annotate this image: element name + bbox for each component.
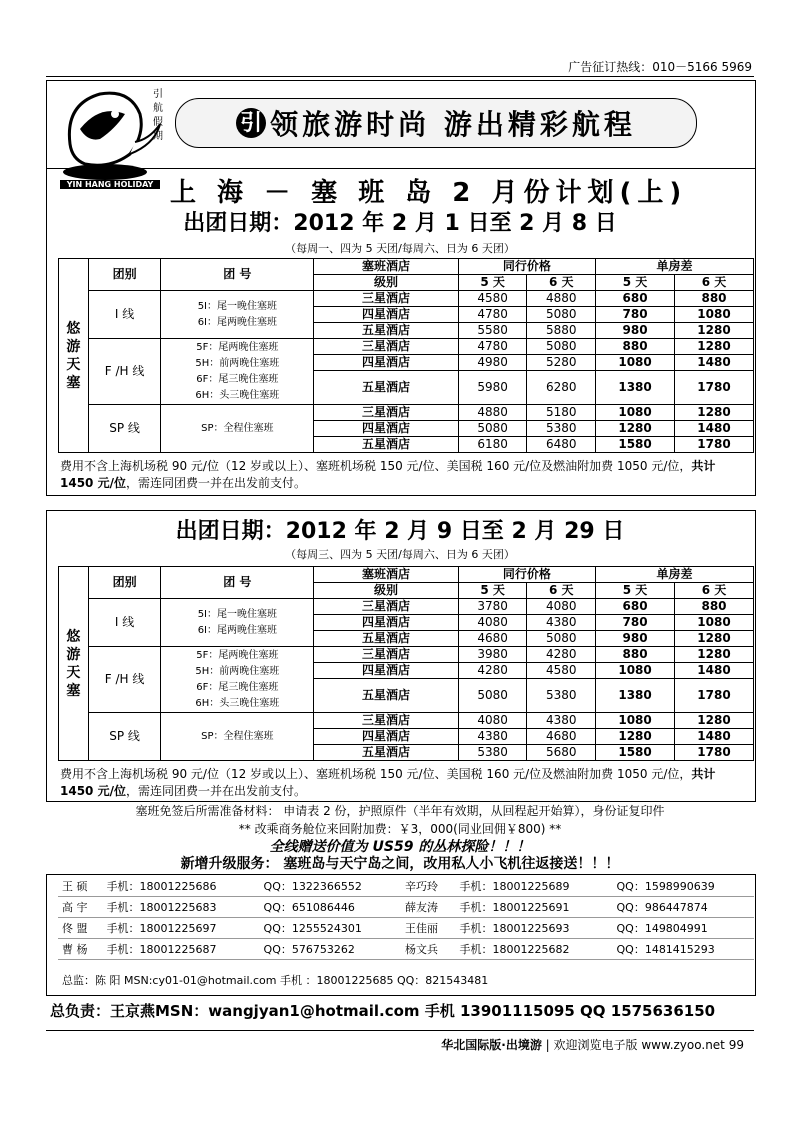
- price-6d: 4380: [527, 713, 596, 729]
- tour-codes: [161, 291, 314, 339]
- contact-name: 王 硕: [58, 876, 103, 897]
- header-tour: 团 号: [161, 567, 314, 599]
- contact-qq: QQ：576753262: [260, 939, 401, 960]
- price-6d: 5080: [527, 307, 596, 323]
- group-name: SP 线: [88, 405, 161, 453]
- tour-code: 5H：前两晚住塞班: [195, 665, 280, 677]
- section1-schedule: （每周一、四为 5 天团/每周六、日为 6 天团）: [285, 242, 515, 255]
- slogan-banner: [175, 98, 697, 148]
- tour-code: 6F：尾三晚住塞班: [196, 681, 279, 693]
- hotel-level: 三星酒店: [314, 405, 459, 421]
- hotel-level: 三星酒店: [314, 339, 459, 355]
- header-level: 级别: [314, 275, 459, 291]
- single-diff-5d: 880: [596, 339, 675, 355]
- header-level: 级别: [314, 583, 459, 599]
- contact-row: [58, 939, 754, 960]
- single-diff-5d: 880: [596, 647, 675, 663]
- single-diff-5d: 1080: [596, 405, 675, 421]
- contacts-table: [58, 876, 754, 960]
- fee-total: 共计 1450 元/位: [60, 459, 716, 490]
- hotel-level: 五星酒店: [314, 371, 459, 405]
- slogan-text: 领旅游时尚 游出精彩航程: [270, 108, 636, 141]
- header-6d: 6 天: [675, 275, 754, 291]
- group-name: SP 线: [88, 713, 161, 761]
- single-diff-5d: 980: [596, 631, 675, 647]
- tour-code: SP：全程住塞班: [201, 422, 274, 434]
- tour-code: 5I：尾一晚住塞班: [197, 300, 277, 312]
- price-6d: 4680: [527, 729, 596, 745]
- contact-name: 高 宇: [58, 897, 103, 918]
- group-name: F /H 线: [88, 339, 161, 405]
- contact-mobile: 手机：18001225693: [456, 918, 613, 939]
- single-diff-6d: 1080: [675, 615, 754, 631]
- brand-vertical: 引航假期: [153, 89, 163, 142]
- table-row: [59, 599, 754, 615]
- price-6d: 5080: [527, 339, 596, 355]
- footer-site: 欢迎浏览电子版 www.zyoo.net: [553, 1038, 725, 1052]
- single-diff-6d: 1780: [675, 745, 754, 761]
- price-5d: 5580: [458, 323, 527, 339]
- business-class-note: ** 改乘商务舱位来回附加费：￥3，000(同业回佣￥800) **: [238, 822, 562, 836]
- price-6d: 6480: [527, 437, 596, 453]
- price-6d: 5680: [527, 745, 596, 761]
- single-diff-5d: 1380: [596, 679, 675, 713]
- price-6d: 4880: [527, 291, 596, 307]
- tour-code: 6F：尾三晚住塞班: [196, 373, 279, 385]
- price-6d: 5080: [527, 631, 596, 647]
- fee-total: 共计 1450 元/位: [60, 767, 716, 798]
- single-diff-5d: 1580: [596, 745, 675, 761]
- contact-qq: QQ：149804991: [613, 918, 755, 939]
- single-diff-5d: 1080: [596, 713, 675, 729]
- contact-row: [58, 897, 754, 918]
- table-header-row: [59, 567, 754, 583]
- fee-text: 费用不含上海机场税 90 元/位（12 岁或以上）、塞班机场税 150 元/位、美国税 160 元/位及燃油附加费 1050 元/位，: [60, 459, 692, 473]
- tour-codes: [161, 339, 314, 405]
- visa-note: 塞班免签后所需准备材料： 申请表 2 份，护照原件（半年有效期，从回程起开始算），身份证复印件: [135, 804, 665, 818]
- price-5d: 4780: [458, 339, 527, 355]
- hotel-level: 四星酒店: [314, 663, 459, 679]
- single-diff-6d: 1780: [675, 437, 754, 453]
- single-diff-6d: 1280: [675, 647, 754, 663]
- single-diff-6d: 1280: [675, 339, 754, 355]
- leader-contact: 总负责：王京燕MSN：wangjyan1@hotmail.com 手机 13901115095 QQ 1575636150: [50, 1002, 716, 1020]
- general-manager: 总监：陈 阳 MSN:cy01-01@hotmail.com 手机 ：18001225685 QQ：821543481: [62, 974, 489, 987]
- header-6d: 6 天: [527, 583, 596, 599]
- fee-text: 费用不含上海机场税 90 元/位（12 岁或以上）、塞班机场税 150 元/位、美国税 160 元/位及燃油附加费 1050 元/位，: [60, 767, 692, 781]
- fee-text-end: ，需连同团费一并在出发前支付。: [125, 784, 306, 798]
- price-6d: 5180: [527, 405, 596, 421]
- hotel-level: 五星酒店: [314, 679, 459, 713]
- fee-text-end: ，需连同团费一并在出发前支付。: [125, 476, 306, 490]
- header-single-diff: 单房差: [596, 567, 754, 583]
- header-5d: 5 天: [458, 583, 527, 599]
- contact-name: 薛友涛: [401, 897, 456, 918]
- contact-mobile: 手机：18001225683: [103, 897, 260, 918]
- hotel-level: 三星酒店: [314, 599, 459, 615]
- table-row: [59, 713, 754, 729]
- contact-mobile: 手机：18001225687: [103, 939, 260, 960]
- hotel-level: 五星酒店: [314, 631, 459, 647]
- tour-code: 5H：前两晚住塞班: [195, 357, 280, 369]
- contact-mobile: 手机：18001225689: [456, 876, 613, 897]
- price-5d: 4080: [458, 713, 527, 729]
- tour-codes: [161, 713, 314, 761]
- hotel-level: 五星酒店: [314, 437, 459, 453]
- single-diff-5d: 1080: [596, 663, 675, 679]
- footer-separator: |: [545, 1038, 550, 1052]
- tour-code: 6H：头三晚住塞班: [195, 697, 280, 709]
- single-diff-6d: 1280: [675, 323, 754, 339]
- single-diff-5d: 780: [596, 307, 675, 323]
- price-5d: 5380: [458, 745, 527, 761]
- tour-code: 5F：尾两晚住塞班: [196, 341, 279, 353]
- single-diff-6d: 880: [675, 599, 754, 615]
- hotel-level: 四星酒店: [314, 355, 459, 371]
- header-5d: 5 天: [596, 275, 675, 291]
- hotel-level: 四星酒店: [314, 729, 459, 745]
- price-6d: 5280: [527, 355, 596, 371]
- price-6d: 5380: [527, 679, 596, 713]
- contact-mobile: 手机：18001225697: [103, 918, 260, 939]
- hotel-level: 四星酒店: [314, 615, 459, 631]
- price-6d: 6280: [527, 371, 596, 405]
- contact-name: 佟 盟: [58, 918, 103, 939]
- single-diff-6d: 1780: [675, 679, 754, 713]
- price-6d: 4280: [527, 647, 596, 663]
- price-6d: 4080: [527, 599, 596, 615]
- header-group: 团别: [88, 567, 161, 599]
- logo-text: YIN HANG HOLIDAY: [60, 180, 160, 189]
- single-diff-5d: 680: [596, 599, 675, 615]
- contact-name: 杨文兵: [401, 939, 456, 960]
- contact-mobile: 手机：18001225691: [456, 897, 613, 918]
- footer: [441, 1036, 744, 1053]
- single-diff-5d: 780: [596, 615, 675, 631]
- table-header-row: [59, 259, 754, 275]
- single-diff-5d: 1580: [596, 437, 675, 453]
- header-hotel: 塞班酒店: [314, 567, 459, 583]
- price-5d: 4780: [458, 307, 527, 323]
- tour-code: 6I：尾两晚住塞班: [197, 624, 277, 636]
- contact-name: 王佳丽: [401, 918, 456, 939]
- contact-row: [58, 918, 754, 939]
- price-6d: 4580: [527, 663, 596, 679]
- single-diff-5d: 680: [596, 291, 675, 307]
- header-tour: 团 号: [161, 259, 314, 291]
- header-5d: 5 天: [458, 275, 527, 291]
- tour-codes: [161, 647, 314, 713]
- hotel-level: 五星酒店: [314, 323, 459, 339]
- contact-qq: QQ：1598990639: [613, 876, 755, 897]
- single-diff-6d: 1480: [675, 421, 754, 437]
- section2-date: 出团日期：2012 年 2 月 9 日至 2 月 29 日: [175, 519, 625, 544]
- hotel-level: 五星酒店: [314, 745, 459, 761]
- contact-row: [58, 876, 754, 897]
- contact-mobile: 手机：18001225682: [456, 939, 613, 960]
- price-5d: 4880: [458, 405, 527, 421]
- single-diff-6d: 1280: [675, 631, 754, 647]
- tour-codes: [161, 405, 314, 453]
- hotel-level: 三星酒店: [314, 713, 459, 729]
- single-diff-6d: 1280: [675, 405, 754, 421]
- price-5d: 4680: [458, 631, 527, 647]
- tour-codes: [161, 599, 314, 647]
- side-label: 悠 游 天 塞: [59, 259, 89, 453]
- price-5d: 5080: [458, 421, 527, 437]
- price-5d: 4280: [458, 663, 527, 679]
- price-5d: 4380: [458, 729, 527, 745]
- contact-name: 曹 杨: [58, 939, 103, 960]
- top-divider: [46, 76, 754, 77]
- contact-mobile: 手机：18001225686: [103, 876, 260, 897]
- header-5d: 5 天: [596, 583, 675, 599]
- ad-hotline: 广告征订热线：010－5166 5969: [568, 60, 752, 74]
- price-5d: 4580: [458, 291, 527, 307]
- contact-qq: QQ：1322366552: [260, 876, 401, 897]
- single-diff-6d: 880: [675, 291, 754, 307]
- contact-qq: QQ：1255524301: [260, 918, 401, 939]
- price-5d: 6180: [458, 437, 527, 453]
- hotel-level: 四星酒店: [314, 307, 459, 323]
- tour-code: SP：全程住塞班: [201, 730, 274, 742]
- slogan-first-char: 引: [236, 108, 266, 138]
- section1-date: 出团日期：2012 年 2 月 1 日至 2 月 8 日: [183, 211, 617, 236]
- table-row: [59, 339, 754, 355]
- footer-edition: 华北国际版·出境游: [441, 1038, 542, 1052]
- single-diff-5d: 1080: [596, 355, 675, 371]
- price-6d: 4380: [527, 615, 596, 631]
- tour-code: 6H：头三晚住塞班: [195, 389, 280, 401]
- section2-price-table: [58, 566, 754, 761]
- group-name: I 线: [88, 291, 161, 339]
- header-group: 团别: [88, 259, 161, 291]
- section2-fee-note: [58, 766, 754, 800]
- single-diff-5d: 980: [596, 323, 675, 339]
- header-single-diff: 单房差: [596, 259, 754, 275]
- table-row: [59, 405, 754, 421]
- price-6d: 5380: [527, 421, 596, 437]
- price-5d: 5080: [458, 679, 527, 713]
- section2-schedule: （每周三、四为 5 天团/每周六、日为 6 天团）: [285, 548, 515, 561]
- contact-qq: QQ：1481415293: [613, 939, 755, 960]
- header-hotel: 塞班酒店: [314, 259, 459, 275]
- side-label: 悠 游 天 塞: [59, 567, 89, 761]
- header-peer-price: 同行价格: [458, 567, 595, 583]
- hotel-level: 三星酒店: [314, 647, 459, 663]
- single-diff-6d: 1480: [675, 663, 754, 679]
- single-diff-6d: 1480: [675, 729, 754, 745]
- price-6d: 5880: [527, 323, 596, 339]
- single-diff-5d: 1380: [596, 371, 675, 405]
- table-row: [59, 291, 754, 307]
- single-diff-6d: 1280: [675, 713, 754, 729]
- page-number: 99: [728, 1038, 744, 1052]
- tour-code: 6I：尾两晚住塞班: [197, 316, 277, 328]
- hotel-level: 四星酒店: [314, 421, 459, 437]
- footer-divider: [46, 1030, 754, 1031]
- group-name: I 线: [88, 599, 161, 647]
- header-6d: 6 天: [675, 583, 754, 599]
- section1-price-table: [58, 258, 754, 453]
- upgrade-note: 新增升级服务： 塞班岛与天宁岛之间，改用私人小飞机往返接送！！！: [180, 856, 620, 872]
- single-diff-6d: 1080: [675, 307, 754, 323]
- single-diff-5d: 1280: [596, 729, 675, 745]
- price-5d: 4980: [458, 355, 527, 371]
- single-diff-6d: 1480: [675, 355, 754, 371]
- section1-fee-note: [58, 458, 754, 492]
- price-5d: 3980: [458, 647, 527, 663]
- price-5d: 4080: [458, 615, 527, 631]
- tour-code: 5I：尾一晚住塞班: [197, 608, 277, 620]
- contact-qq: QQ：651086446: [260, 897, 401, 918]
- price-5d: 3780: [458, 599, 527, 615]
- header-peer-price: 同行价格: [458, 259, 595, 275]
- contact-qq: QQ：986447874: [613, 897, 755, 918]
- header-6d: 6 天: [527, 275, 596, 291]
- single-diff-5d: 1280: [596, 421, 675, 437]
- price-5d: 5980: [458, 371, 527, 405]
- contact-name: 辛巧玲: [401, 876, 456, 897]
- page-title: 上 海 － 塞 班 岛 2 月份计划(上): [170, 178, 688, 208]
- tour-code: 5F：尾两晚住塞班: [196, 649, 279, 661]
- hotel-level: 三星酒店: [314, 291, 459, 307]
- gift-note: 全线赠送价值为 US59 的丛林探险！！！: [269, 839, 531, 855]
- single-diff-6d: 1780: [675, 371, 754, 405]
- group-name: F /H 线: [88, 647, 161, 713]
- table-row: [59, 647, 754, 663]
